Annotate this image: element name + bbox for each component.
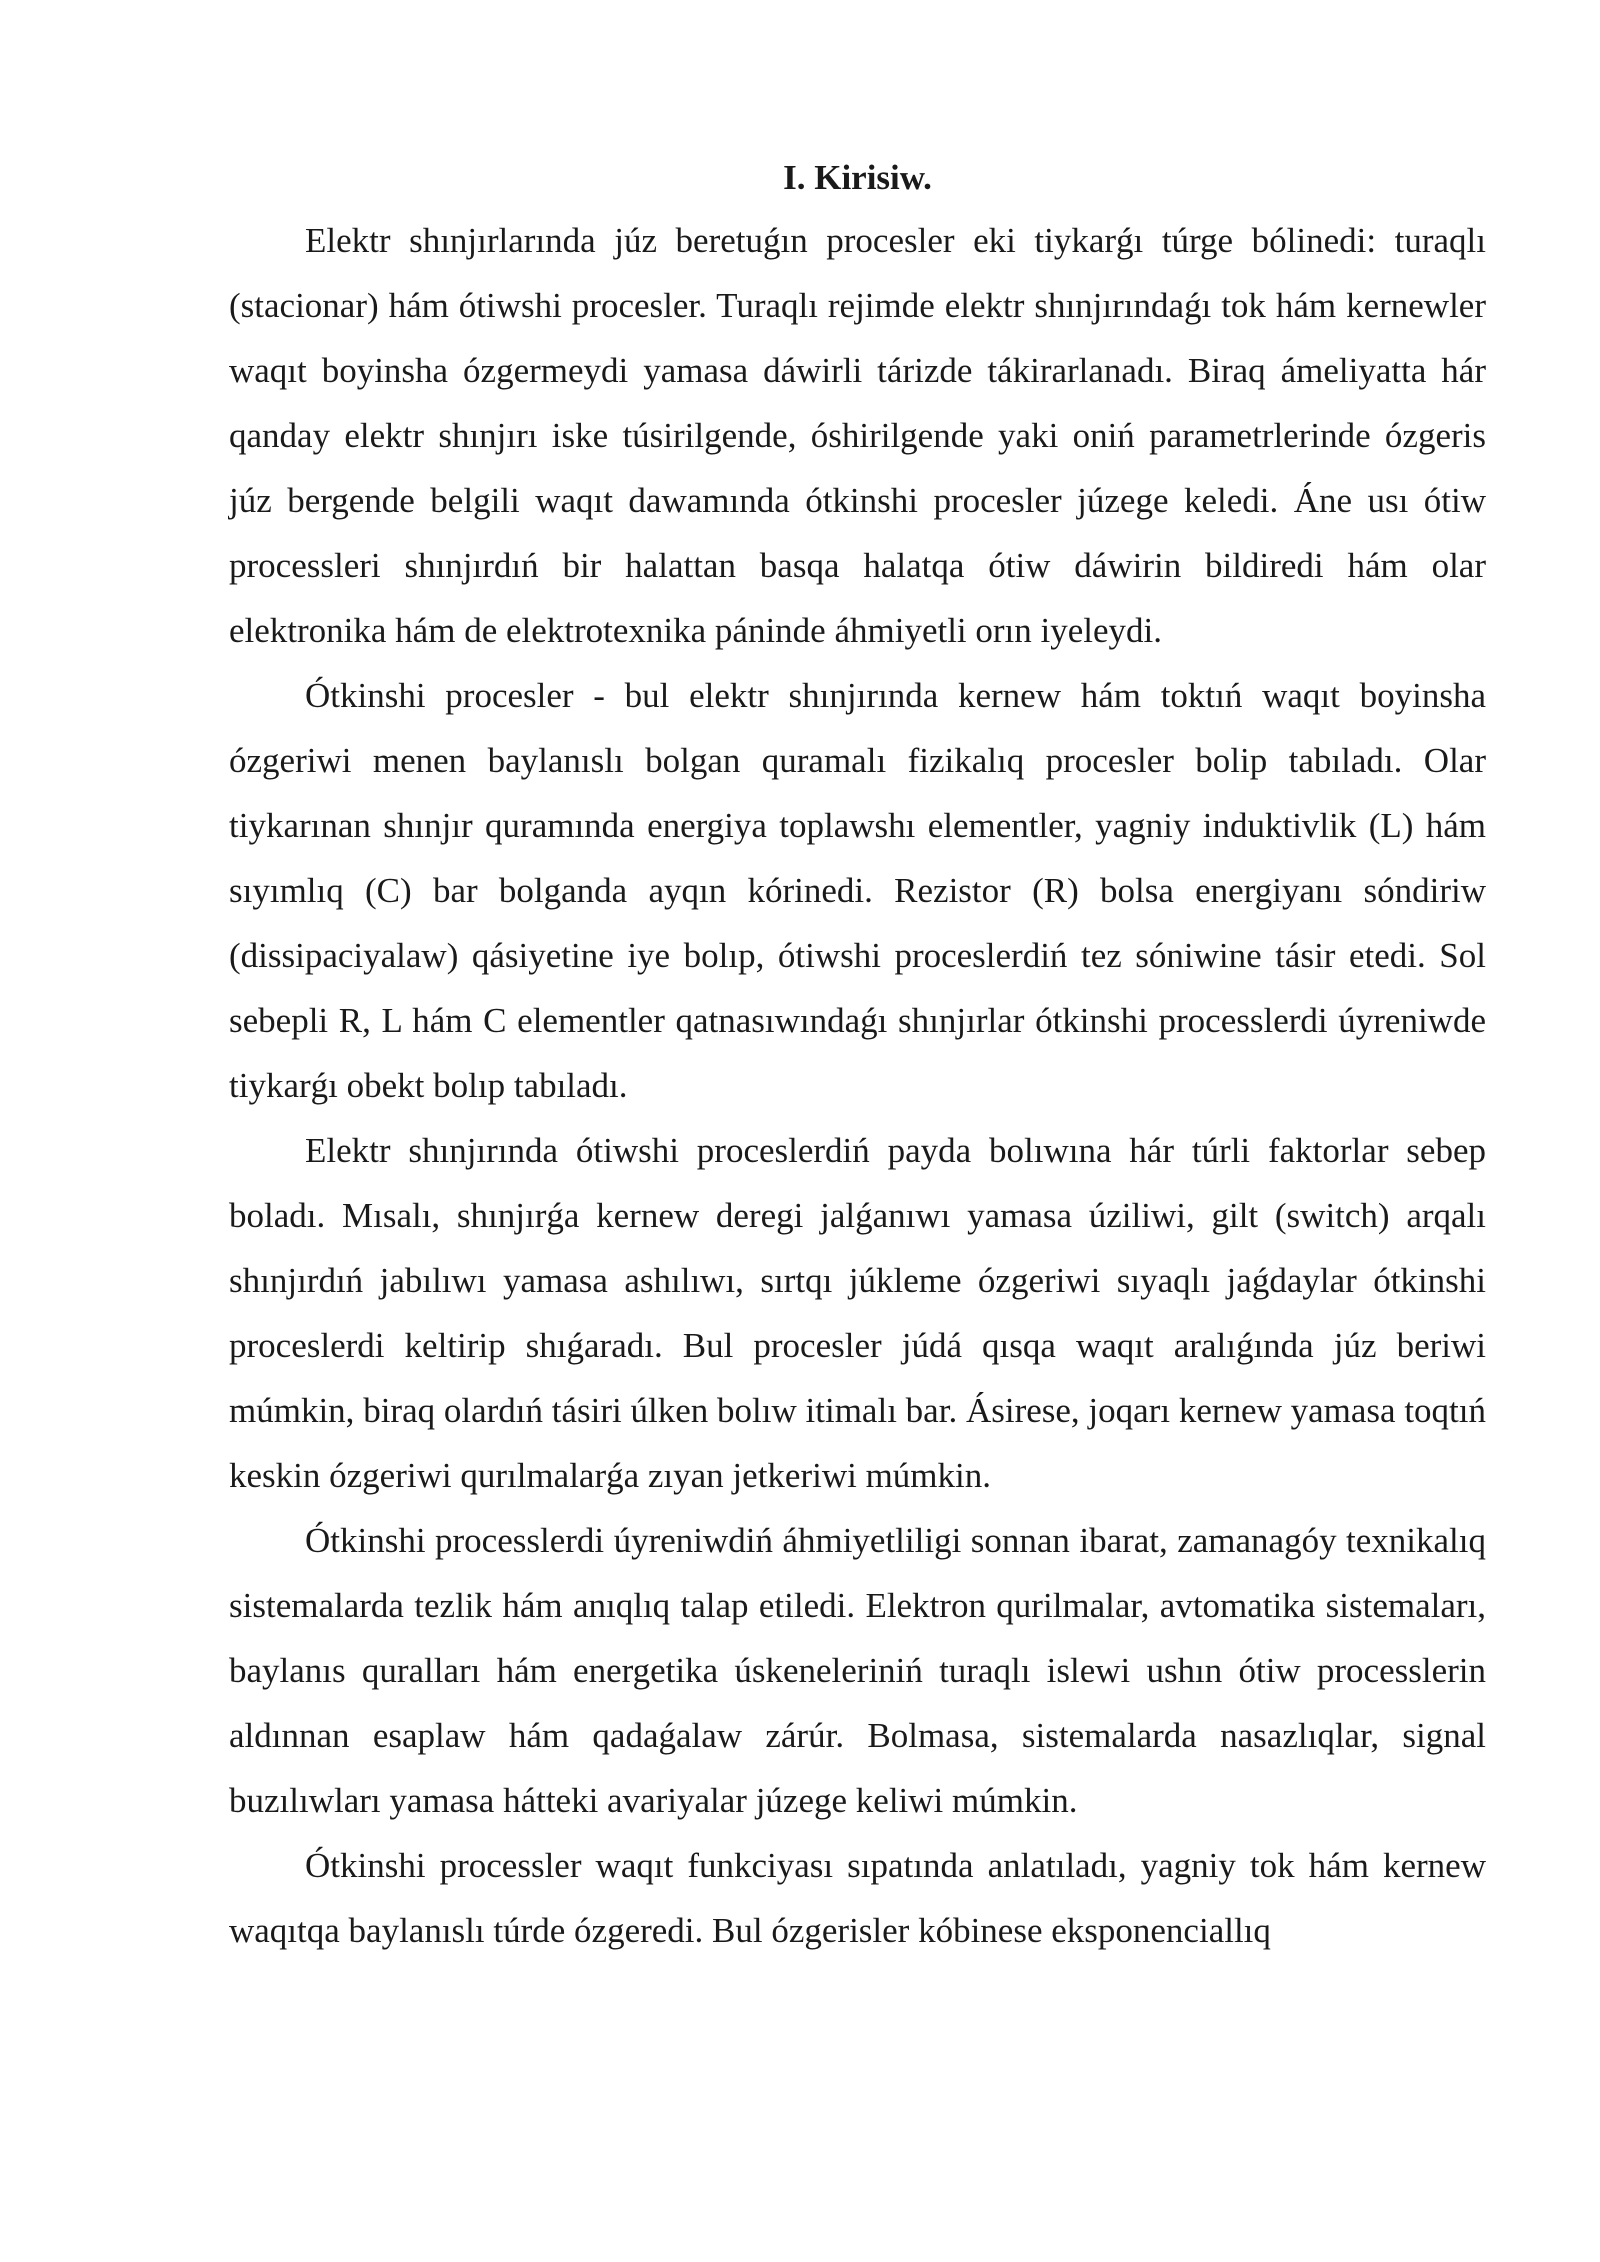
paragraph-1: Elektr shınjırlarında júz beretuǵın procesler eki tiykarǵı túrge bólinedi: turaqlı (stacionar) hám ótiwshi procesler. Turaqlı rejimde elektr shınjırındaǵı tok hám kernewler waqıt boyinsha ózgermeydi yamasa dáwirli tárizde tákirarlanadı. Biraq ámeliyatta hár qanday elektr shınjırı iske túsirilgende, óshirilgende yaki oniń parametrlerinde ózgeris júz bergende belgili waqıt dawamında ótkinshi procesler júzege keledi. Áne usı ótiw processleri shınjırdıń bir halattan basqa halatqa ótiw dáwirin bildiredi hám olar elektronika hám de elektrotexnika páninde áhmiyetli orın iyeleydi. bbox=[229, 221, 1486, 650]
paragraph-4: Ótkinshi processlerdi úyreniwdiń áhmiyetliligi sonnan ibarat, zamanagóy texnikalıq sistemalarda tezlik hám anıqlıq talap etiledi. Elektron qurilmalar, avtomatika sistemaları, baylanıs quralları hám energetika úskeneleriniń turaqlı islewi ushın ótiw processlerin aldınnan esaplaw hám qadaǵalaw zárúr. Bolmasa, sistemalarda nasazlıqlar, signal buzılıwları yamasa hátteki avariyalar júzege keliwi múmkin. bbox=[229, 1521, 1486, 1820]
paragraph-3: Elektr shınjırında ótiwshi proceslerdiń payda bolıwına hár túrli faktorlar sebep boladı. Mısalı, shınjırǵa kernew deregi jalǵanıwı yamasa úziliwi, gilt (switch) arqalı shınjırdıń jabılıwı yamasa ashılıwı, sırtqı júkleme ózgeriwi sıyaqlı jaǵdaylar ótkinshi proceslerdi keltirip shıǵaradı. Bul procesler júdá qısqa waqıt aralıǵında júz beriwi múmkin, biraq olardıń tásiri úlken bolıw itimalı bar. Ásirese, joqarı kernew yamasa toqtıń keskin ózgeriwi qurılmalarǵa zıyan jetkeriwi múmkin. bbox=[229, 1131, 1486, 1495]
section-heading: I. Kirisiw. bbox=[783, 158, 932, 197]
paragraph-5: Ótkinshi processler waqıt funkciyası sıpatında anlatıladı, yagniy tok hám kernew waqıtqa baylanıslı túrde ózgeredi. Bul ózgerisler kóbinese eksponenciallıq bbox=[229, 1846, 1486, 1950]
document-body bbox=[229, 148, 1486, 1963]
paragraph-2: Ótkinshi procesler - bul elektr shınjırında kernew hám toktıń waqıt boyinsha ózgeriwi menen baylanıslı bolgan quramalı fizikalıq procesler bolip tabıladı. Olar tiykarınan shınjır quramında energiya toplawshı elementler, yagniy induktivlik (L) hám sıyımlıq (C) bar bolganda ayqın kórinedi. Rezistor (R) bolsa energiyanı sóndiriw (dissipaciyalaw) qásiyetine iye bolıp, ótiwshi proceslerdiń tez sóniwine tásir etedi. Sol sebepli R, L hám C elementler qatnasıwındaǵı shınjırlar ótkinshi processlerdi úyreniwde tiykarǵı obekt bolıp tabıladı. bbox=[229, 676, 1486, 1105]
